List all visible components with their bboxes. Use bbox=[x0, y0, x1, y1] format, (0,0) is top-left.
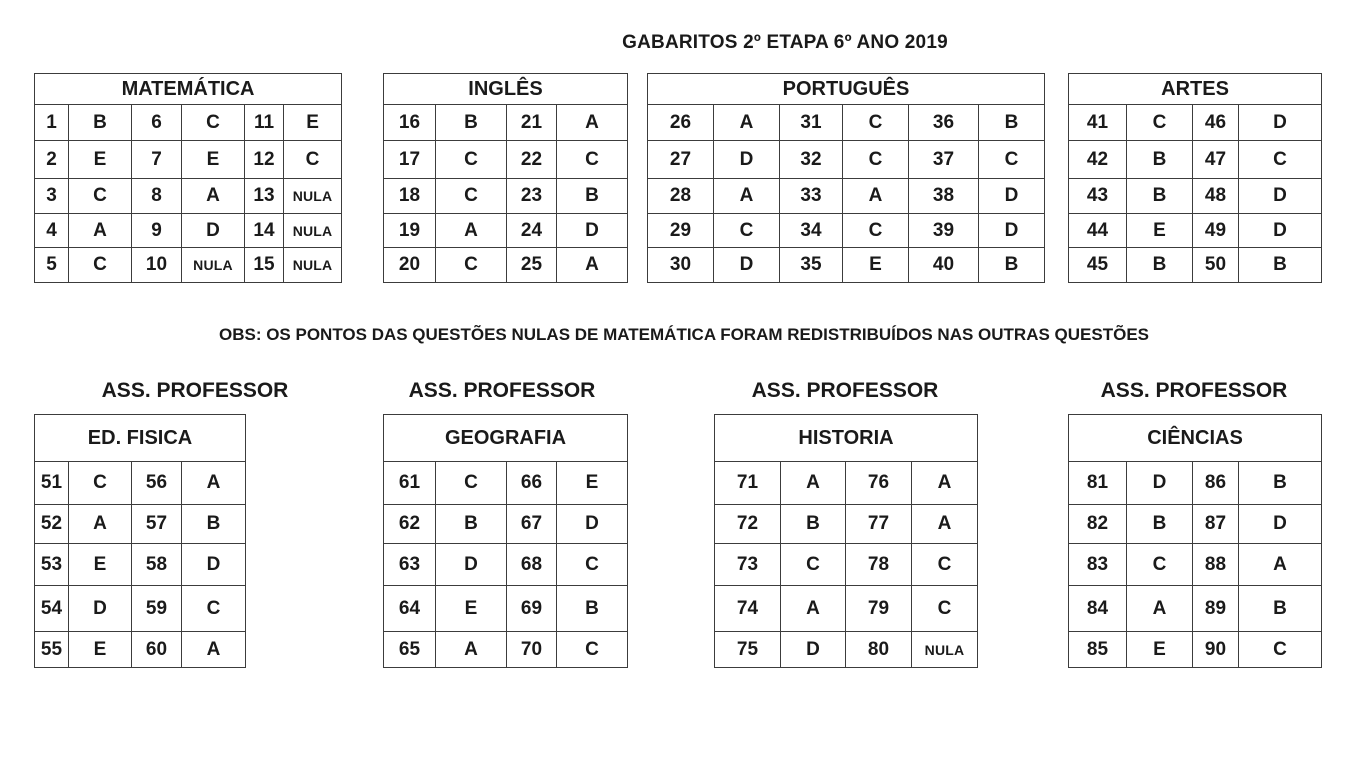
answer-letter: C bbox=[1127, 544, 1193, 586]
question-number: 52 bbox=[35, 505, 69, 544]
matematica-header: MATEMÁTICA bbox=[35, 74, 342, 105]
artes-header: ARTES bbox=[1069, 74, 1322, 105]
question-number: 25 bbox=[507, 248, 557, 283]
question-number: 11 bbox=[245, 105, 284, 141]
question-number: 90 bbox=[1193, 632, 1239, 668]
answer-letter: D bbox=[557, 505, 628, 544]
question-number: 15 bbox=[245, 248, 284, 283]
answer-letter: C bbox=[182, 586, 246, 632]
question-number: 61 bbox=[384, 462, 436, 505]
answer-letter: C bbox=[436, 141, 507, 179]
question-number: 26 bbox=[648, 105, 714, 141]
question-number: 47 bbox=[1193, 141, 1239, 179]
question-number: 86 bbox=[1193, 462, 1239, 505]
question-number: 66 bbox=[507, 462, 557, 505]
answer-letter: A bbox=[912, 505, 978, 544]
answer-letter: A bbox=[436, 214, 507, 248]
table-row bbox=[648, 179, 1045, 214]
answer-letter: D bbox=[69, 586, 132, 632]
answer-letter: B bbox=[557, 179, 628, 214]
question-number: 69 bbox=[507, 586, 557, 632]
table-row bbox=[1069, 248, 1322, 283]
question-number: 62 bbox=[384, 505, 436, 544]
answer-letter: NULA bbox=[912, 632, 978, 668]
question-number: 53 bbox=[35, 544, 69, 586]
answer-letter: C bbox=[1127, 105, 1193, 141]
question-number: 22 bbox=[507, 141, 557, 179]
question-number: 49 bbox=[1193, 214, 1239, 248]
answer-letter: C bbox=[1239, 632, 1322, 668]
geografia-header: GEOGRAFIA bbox=[384, 415, 628, 462]
question-number: 36 bbox=[909, 105, 979, 141]
question-number: 1 bbox=[35, 105, 69, 141]
answer-letter: C bbox=[557, 632, 628, 668]
question-number: 56 bbox=[132, 462, 182, 505]
question-number: 6 bbox=[132, 105, 182, 141]
ciencias-header: CIÊNCIAS bbox=[1069, 415, 1322, 462]
question-number: 58 bbox=[132, 544, 182, 586]
answer-letter: NULA bbox=[284, 179, 342, 214]
matematica-answer-table bbox=[34, 73, 342, 283]
question-number: 10 bbox=[132, 248, 182, 283]
answer-letter: D bbox=[1239, 505, 1322, 544]
table-row bbox=[1069, 105, 1322, 141]
question-number: 23 bbox=[507, 179, 557, 214]
answer-letter: C bbox=[436, 179, 507, 214]
answer-letter: C bbox=[436, 462, 507, 505]
professor-signature-label: ASS. PROFESSOR bbox=[101, 379, 289, 402]
answer-letter: NULA bbox=[284, 214, 342, 248]
answer-letter: B bbox=[979, 105, 1045, 141]
table-row bbox=[384, 544, 628, 586]
answer-letter: A bbox=[912, 462, 978, 505]
question-number: 84 bbox=[1069, 586, 1127, 632]
table-row bbox=[384, 141, 628, 179]
question-number: 13 bbox=[245, 179, 284, 214]
artes-answer-table bbox=[1068, 73, 1322, 283]
table-row bbox=[384, 632, 628, 668]
question-number: 79 bbox=[846, 586, 912, 632]
question-number: 43 bbox=[1069, 179, 1127, 214]
question-number: 2 bbox=[35, 141, 69, 179]
table-row bbox=[35, 214, 342, 248]
question-number: 30 bbox=[648, 248, 714, 283]
question-number: 76 bbox=[846, 462, 912, 505]
answer-letter: C bbox=[69, 179, 132, 214]
question-number: 88 bbox=[1193, 544, 1239, 586]
table-row bbox=[35, 141, 342, 179]
question-number: 4 bbox=[35, 214, 69, 248]
question-number: 8 bbox=[132, 179, 182, 214]
answer-letter: C bbox=[714, 214, 780, 248]
answer-letter: C bbox=[912, 586, 978, 632]
answer-letter: A bbox=[557, 105, 628, 141]
answer-letter: C bbox=[781, 544, 846, 586]
question-number: 55 bbox=[35, 632, 69, 668]
table-row bbox=[384, 248, 628, 283]
question-number: 40 bbox=[909, 248, 979, 283]
question-number: 60 bbox=[132, 632, 182, 668]
answer-letter: D bbox=[436, 544, 507, 586]
question-number: 82 bbox=[1069, 505, 1127, 544]
answer-letter: E bbox=[436, 586, 507, 632]
question-number: 35 bbox=[780, 248, 843, 283]
answer-letter: A bbox=[714, 105, 780, 141]
ed-fisica-answer-table bbox=[34, 414, 246, 668]
table-row bbox=[648, 248, 1045, 283]
table-row bbox=[648, 105, 1045, 141]
question-number: 29 bbox=[648, 214, 714, 248]
table-row bbox=[384, 105, 628, 141]
question-number: 59 bbox=[132, 586, 182, 632]
answer-letter: E bbox=[1127, 214, 1193, 248]
question-number: 14 bbox=[245, 214, 284, 248]
question-number: 81 bbox=[1069, 462, 1127, 505]
question-number: 64 bbox=[384, 586, 436, 632]
answer-letter: D bbox=[781, 632, 846, 668]
question-number: 19 bbox=[384, 214, 436, 248]
answer-letter: A bbox=[843, 179, 909, 214]
ed-fisica-header: ED. FISICA bbox=[35, 415, 246, 462]
table-row bbox=[715, 586, 978, 632]
answer-letter: E bbox=[284, 105, 342, 141]
professor-signature-label: ASS. PROFESSOR bbox=[408, 379, 596, 402]
answer-letter: B bbox=[1239, 248, 1322, 283]
question-number: 63 bbox=[384, 544, 436, 586]
question-number: 70 bbox=[507, 632, 557, 668]
question-number: 27 bbox=[648, 141, 714, 179]
question-number: 72 bbox=[715, 505, 781, 544]
table-row bbox=[384, 462, 628, 505]
answer-letter: C bbox=[69, 462, 132, 505]
table-row bbox=[648, 141, 1045, 179]
answer-letter: NULA bbox=[182, 248, 245, 283]
question-number: 46 bbox=[1193, 105, 1239, 141]
question-number: 75 bbox=[715, 632, 781, 668]
table-row bbox=[35, 105, 342, 141]
answer-letter: C bbox=[912, 544, 978, 586]
table-row bbox=[715, 544, 978, 586]
question-number: 48 bbox=[1193, 179, 1239, 214]
table-row bbox=[1069, 462, 1322, 505]
ingles-header: INGLÊS bbox=[384, 74, 628, 105]
table-row bbox=[715, 505, 978, 544]
table-row bbox=[1069, 632, 1322, 668]
answer-letter: C bbox=[69, 248, 132, 283]
question-number: 31 bbox=[780, 105, 843, 141]
page-title: GABARITOS 2º ETAPA 6º ANO 2019 bbox=[622, 32, 948, 53]
answer-letter: B bbox=[1127, 141, 1193, 179]
question-number: 41 bbox=[1069, 105, 1127, 141]
question-number: 57 bbox=[132, 505, 182, 544]
question-number: 44 bbox=[1069, 214, 1127, 248]
professor-signature-label: ASS. PROFESSOR bbox=[751, 379, 939, 402]
question-number: 54 bbox=[35, 586, 69, 632]
table-row bbox=[1069, 505, 1322, 544]
answer-letter: E bbox=[69, 632, 132, 668]
geografia-answer-table bbox=[383, 414, 628, 668]
answer-letter: C bbox=[843, 105, 909, 141]
answer-letter: A bbox=[182, 632, 246, 668]
question-number: 77 bbox=[846, 505, 912, 544]
answer-letter: B bbox=[436, 105, 507, 141]
question-number: 18 bbox=[384, 179, 436, 214]
portugues-header: PORTUGUÊS bbox=[648, 74, 1045, 105]
observation-note: OBS: OS PONTOS DAS QUESTÕES NULAS DE MATEMÁTICA FORAM REDISTRIBUÍDOS NAS OUTRAS QUESTÕES bbox=[218, 325, 1150, 344]
table-row bbox=[715, 462, 978, 505]
question-number: 17 bbox=[384, 141, 436, 179]
table-row bbox=[1069, 544, 1322, 586]
question-number: 87 bbox=[1193, 505, 1239, 544]
question-number: 68 bbox=[507, 544, 557, 586]
table-row bbox=[1069, 141, 1322, 179]
historia-header: HISTORIA bbox=[715, 415, 978, 462]
answer-letter: D bbox=[714, 141, 780, 179]
question-number: 32 bbox=[780, 141, 843, 179]
question-number: 39 bbox=[909, 214, 979, 248]
question-number: 50 bbox=[1193, 248, 1239, 283]
answer-letter: B bbox=[182, 505, 246, 544]
answer-letter: D bbox=[182, 544, 246, 586]
answer-letter: C bbox=[182, 105, 245, 141]
table-row bbox=[35, 544, 246, 586]
question-number: 16 bbox=[384, 105, 436, 141]
question-number: 33 bbox=[780, 179, 843, 214]
answer-letter: C bbox=[979, 141, 1045, 179]
answer-letter: D bbox=[1239, 214, 1322, 248]
answer-letter: D bbox=[714, 248, 780, 283]
answer-letter: B bbox=[1127, 179, 1193, 214]
answer-letter: C bbox=[1239, 141, 1322, 179]
answer-letter: B bbox=[436, 505, 507, 544]
answer-letter: NULA bbox=[284, 248, 342, 283]
question-number: 24 bbox=[507, 214, 557, 248]
question-number: 7 bbox=[132, 141, 182, 179]
professor-signature-label: ASS. PROFESSOR bbox=[1100, 379, 1288, 402]
answer-letter: C bbox=[557, 544, 628, 586]
answer-letter: B bbox=[1239, 462, 1322, 505]
table-row bbox=[384, 179, 628, 214]
question-number: 73 bbox=[715, 544, 781, 586]
table-row bbox=[1069, 179, 1322, 214]
answer-letter: D bbox=[979, 214, 1045, 248]
ingles-answer-table bbox=[383, 73, 628, 283]
answer-letter: A bbox=[781, 462, 846, 505]
question-number: 67 bbox=[507, 505, 557, 544]
answer-letter: D bbox=[1239, 179, 1322, 214]
question-number: 37 bbox=[909, 141, 979, 179]
question-number: 80 bbox=[846, 632, 912, 668]
answer-letter: C bbox=[284, 141, 342, 179]
answer-letter: A bbox=[69, 505, 132, 544]
table-row bbox=[384, 214, 628, 248]
answer-letter: E bbox=[843, 248, 909, 283]
question-number: 45 bbox=[1069, 248, 1127, 283]
answer-letter: A bbox=[69, 214, 132, 248]
answer-letter: A bbox=[436, 632, 507, 668]
answer-letter: A bbox=[1239, 544, 1322, 586]
table-row bbox=[35, 586, 246, 632]
question-number: 71 bbox=[715, 462, 781, 505]
table-row bbox=[35, 505, 246, 544]
answer-letter: D bbox=[1127, 462, 1193, 505]
question-number: 65 bbox=[384, 632, 436, 668]
answer-letter: D bbox=[557, 214, 628, 248]
question-number: 83 bbox=[1069, 544, 1127, 586]
answer-letter: D bbox=[182, 214, 245, 248]
question-number: 34 bbox=[780, 214, 843, 248]
table-row bbox=[715, 632, 978, 668]
question-number: 12 bbox=[245, 141, 284, 179]
answer-letter: B bbox=[781, 505, 846, 544]
answer-letter: C bbox=[557, 141, 628, 179]
answer-letter: A bbox=[781, 586, 846, 632]
question-number: 9 bbox=[132, 214, 182, 248]
ciencias-answer-table bbox=[1068, 414, 1322, 668]
answer-letter: B bbox=[1127, 505, 1193, 544]
table-row bbox=[35, 462, 246, 505]
answer-letter: A bbox=[714, 179, 780, 214]
answer-letter: E bbox=[69, 544, 132, 586]
answer-letter: B bbox=[1239, 586, 1322, 632]
portugues-answer-table bbox=[647, 73, 1045, 283]
table-row bbox=[35, 248, 342, 283]
question-number: 5 bbox=[35, 248, 69, 283]
answer-letter: A bbox=[182, 462, 246, 505]
table-row bbox=[384, 586, 628, 632]
answer-letter: E bbox=[69, 141, 132, 179]
answer-letter: C bbox=[843, 214, 909, 248]
answer-letter: A bbox=[557, 248, 628, 283]
answer-letter: E bbox=[1127, 632, 1193, 668]
question-number: 38 bbox=[909, 179, 979, 214]
answer-letter: C bbox=[843, 141, 909, 179]
answer-letter: B bbox=[557, 586, 628, 632]
question-number: 51 bbox=[35, 462, 69, 505]
answer-letter: B bbox=[69, 105, 132, 141]
question-number: 28 bbox=[648, 179, 714, 214]
answer-letter: C bbox=[436, 248, 507, 283]
table-row bbox=[384, 505, 628, 544]
table-row bbox=[1069, 586, 1322, 632]
answer-letter: E bbox=[182, 141, 245, 179]
question-number: 85 bbox=[1069, 632, 1127, 668]
question-number: 21 bbox=[507, 105, 557, 141]
answer-letter: D bbox=[1239, 105, 1322, 141]
question-number: 20 bbox=[384, 248, 436, 283]
answer-letter: B bbox=[1127, 248, 1193, 283]
historia-answer-table bbox=[714, 414, 978, 668]
table-row bbox=[1069, 214, 1322, 248]
table-row bbox=[35, 632, 246, 668]
question-number: 78 bbox=[846, 544, 912, 586]
question-number: 3 bbox=[35, 179, 69, 214]
question-number: 74 bbox=[715, 586, 781, 632]
answer-letter: B bbox=[979, 248, 1045, 283]
answer-letter: E bbox=[557, 462, 628, 505]
answer-letter: A bbox=[182, 179, 245, 214]
answer-letter: D bbox=[979, 179, 1045, 214]
question-number: 89 bbox=[1193, 586, 1239, 632]
question-number: 42 bbox=[1069, 141, 1127, 179]
table-row bbox=[648, 214, 1045, 248]
table-row bbox=[35, 179, 342, 214]
answer-letter: A bbox=[1127, 586, 1193, 632]
